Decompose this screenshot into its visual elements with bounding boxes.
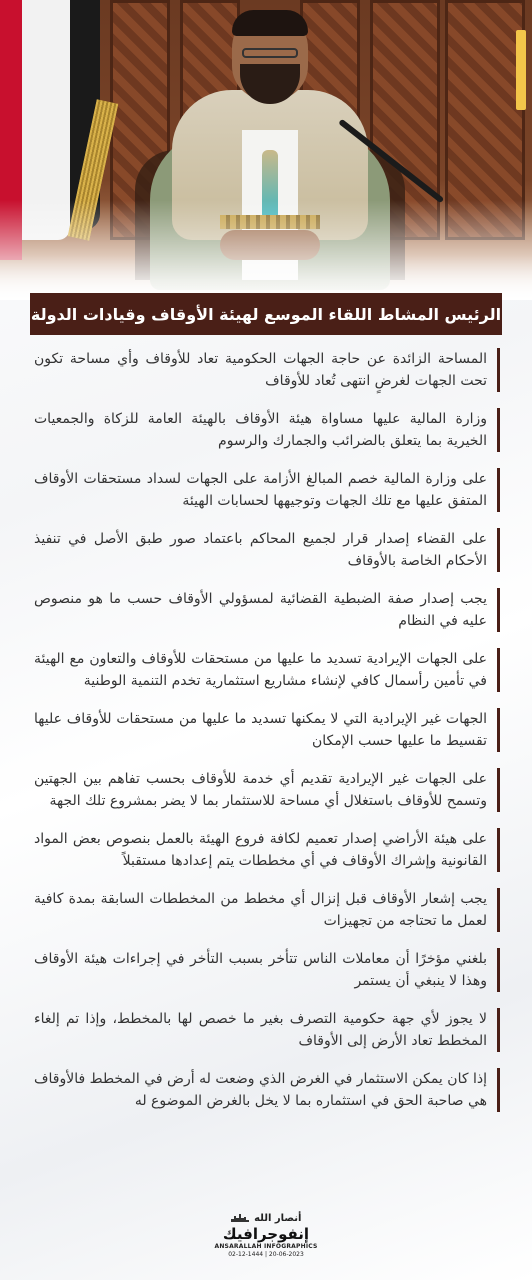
list-item-text: المساحة الزائدة عن حاجة الجهات الحكومية تعاد للأوقاف وأي مساحة تكون تحت الجهات لغرضٍ انتهى تُعاد للأوقاف bbox=[34, 351, 487, 389]
list-item-text: على الجهات غير الإيرادية تقديم أي خدمة للأوقاف بحسب تفاهم بين الجهتين وتسمح للأوقاف باستغلال أي مساحة للاستثمار بما لا يضر بمشروع تلك الجهة bbox=[34, 771, 487, 809]
list-item bbox=[34, 588, 500, 632]
list-item-text: يجب إصدار صفة الضبطية القضائية لمسؤولي الأوقاف حسب ما هو منصوص عليه في النظام bbox=[34, 591, 487, 629]
logo-english-text: ANSARALLAH INFOGRAPHICS bbox=[214, 1243, 318, 1250]
list-item bbox=[34, 828, 500, 872]
list-item-text: وزارة المالية عليها مساواة هيئة الأوقاف بالهيئة العامة للزكاة والجمعيات الخيرية بما يتعلق بالضرائب والجمارك والرسوم bbox=[34, 411, 487, 449]
list-item-text: يجب إشعار الأوقاف قبل إنزال أي مخطط من المخططات السابقة بمدة كافية لعمل ما تحتاجه من تجهيزات bbox=[34, 891, 487, 929]
brand-logo bbox=[200, 1213, 332, 1273]
photo-fade bbox=[0, 200, 532, 300]
page-title: الرئيس المشاط اللقاء الموسع لهيئة الأوقاف وقيادات الدولة bbox=[30, 293, 502, 335]
logo-main-text: إنفوجرافيك bbox=[222, 1225, 310, 1243]
list-item-text: الجهات غير الإيرادية التي لا يمكنها تسديد ما عليها من مستحقات للأوقاف عليها تقسيط ما عليها حسب الإمكان bbox=[34, 711, 487, 749]
list-item bbox=[34, 948, 500, 992]
list-item bbox=[34, 1068, 500, 1112]
logo-date: 02-12-1444 | 20-06-2023 bbox=[228, 1251, 304, 1258]
list-item bbox=[34, 468, 500, 512]
logo-top-text bbox=[200, 1213, 332, 1225]
list-item bbox=[34, 528, 500, 572]
hair bbox=[232, 10, 308, 36]
list-item-text: إذا كان يمكن الاستثمار في الغرض الذي وضعت له أرض في المخطط فالأوقاف هي صاحبة الحق في استثماره بما لا يخل بالغرض الموضوع له bbox=[34, 1071, 487, 1109]
list-item bbox=[34, 1008, 500, 1052]
header-photo bbox=[0, 0, 532, 300]
list-item bbox=[34, 708, 500, 752]
list-item bbox=[34, 408, 500, 452]
ribbon bbox=[516, 30, 526, 110]
logo-top-label: أنصار الله bbox=[254, 1213, 302, 1224]
glasses bbox=[242, 48, 298, 58]
list-item-text: لا يجوز لأي جهة حكومية التصرف بغير ما خصص لها بالمخطط، وإذا تم إلغاء المخطط تعاد الأرض إلى الأوقاف bbox=[34, 1011, 487, 1049]
list-item-text: على الجهات الإيرادية تسديد ما عليها من مستحقات للأوقاف والتعاون مع الهيئة في تأمين رأسمال كافي لإنشاء مشاريع استثمارية تخدم التنمية الوطنية bbox=[34, 651, 487, 689]
list-item bbox=[34, 768, 500, 812]
list-item bbox=[34, 648, 500, 692]
list-item bbox=[34, 888, 500, 932]
list-item-text: بلغني مؤخرًا أن معاملات الناس تتأخر بسبب التأخر في إجراءات هيئة الأوقاف وهذا لا ينبغي أن يستمر bbox=[34, 951, 487, 989]
skyline-icon bbox=[231, 1214, 251, 1222]
list-item bbox=[34, 348, 500, 392]
statement-list bbox=[34, 348, 500, 1112]
list-item-text: على هيئة الأراضي إصدار تعميم لكافة فروع الهيئة بالعمل بنصوص بعض المواد القانونية وإشراك الأوقاف في أي مخططات يتم إعدادها مستقبلاً bbox=[34, 831, 487, 869]
list-item-text: على القضاء إصدار قرار لجميع المحاكم باعتماد صور طبق الأصل في تنفيذ الأحكام الخاصة بالأوقاف bbox=[34, 531, 487, 569]
list-item-text: على وزارة المالية خصم المبالغ الأزامة على الجهات لسداد مستحقات الأوقاف المتفق عليها مع تلك الجهات وتوجيهها لحسابات الهيئة bbox=[34, 471, 487, 509]
